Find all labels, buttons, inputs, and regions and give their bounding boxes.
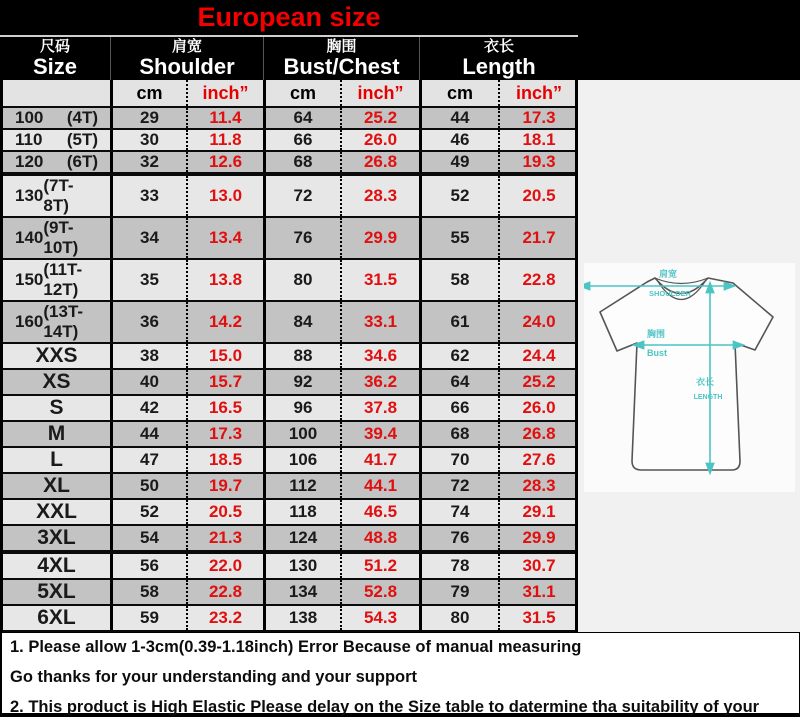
value-cell-cm: 74 <box>419 500 498 524</box>
size-table <box>0 80 578 632</box>
value-cell-cm: 80 <box>263 260 340 300</box>
value-cell-cm: 134 <box>263 580 340 604</box>
value-cell-inch: 37.8 <box>340 396 419 420</box>
length-label-en: LENGTH <box>693 394 723 401</box>
value-cell-inch: 24.4 <box>498 344 578 368</box>
value-cell-cm: 52 <box>419 176 498 216</box>
bust-label-zh: 胸围 <box>646 329 666 339</box>
table-row <box>3 176 575 218</box>
size-age-note: (5T) <box>66 130 98 149</box>
size-label: 150 <box>15 270 44 289</box>
value-cell-inch: 26.8 <box>498 422 578 446</box>
value-cell-inch: 28.3 <box>340 176 419 216</box>
size-cell <box>3 344 110 368</box>
table-row <box>3 130 575 152</box>
unit-header-length-cm: cm <box>419 80 498 106</box>
value-cell-cm: 96 <box>263 396 340 420</box>
table-header-row <box>0 35 578 80</box>
footer-notes <box>0 632 800 717</box>
value-cell-inch: 33.1 <box>340 302 419 342</box>
size-label: 6XL <box>37 606 76 629</box>
size-label: 110 <box>15 130 43 149</box>
value-cell-cm: 42 <box>110 396 186 420</box>
size-label: 4XL <box>37 554 76 577</box>
size-cell <box>3 580 110 604</box>
table-row <box>3 344 575 370</box>
value-cell-inch: 23.2 <box>186 606 263 630</box>
unit-header-shoulder-cm: cm <box>110 80 186 106</box>
value-cell-inch: 22.8 <box>186 580 263 604</box>
value-cell-inch: 16.5 <box>186 396 263 420</box>
value-cell-inch: 34.6 <box>340 344 419 368</box>
tshirt-diagram <box>584 263 795 492</box>
value-cell-cm: 124 <box>263 526 340 550</box>
size-cell <box>3 554 110 578</box>
title-row <box>0 0 578 35</box>
value-cell-cm: 29 <box>110 108 186 128</box>
size-label: L <box>50 448 63 471</box>
size-cell <box>3 606 110 630</box>
value-cell-cm: 61 <box>419 302 498 342</box>
size-cell <box>3 500 110 524</box>
value-cell-cm: 40 <box>110 370 186 394</box>
value-cell-cm: 44 <box>110 422 186 446</box>
value-cell-cm: 64 <box>263 108 340 128</box>
value-cell-cm: 36 <box>110 302 186 342</box>
value-cell-cm: 76 <box>263 218 340 258</box>
size-age-note: (7T-8T) <box>43 176 74 215</box>
table-body <box>3 108 575 632</box>
value-cell-inch: 31.5 <box>498 606 578 630</box>
column-header-size <box>0 37 110 80</box>
table-row <box>3 606 575 632</box>
size-age-note: (11T-12T) <box>43 260 83 299</box>
value-cell-inch: 41.7 <box>340 448 419 472</box>
value-cell-inch: 22.8 <box>498 260 578 300</box>
value-cell-inch: 14.2 <box>186 302 263 342</box>
size-label: 120 <box>15 152 44 171</box>
size-cell <box>3 260 110 300</box>
shoulder-label-en: SHOULDER <box>648 289 692 298</box>
value-cell-cm: 112 <box>263 474 340 498</box>
column-header-bust-en: Bust/Chest <box>283 53 400 79</box>
column-header-length <box>419 37 578 80</box>
value-cell-inch: 12.6 <box>186 152 263 172</box>
value-cell-inch: 17.3 <box>498 108 578 128</box>
shoulder-label-zh: 肩宽 <box>658 269 678 279</box>
column-header-bust <box>263 37 419 80</box>
value-cell-cm: 59 <box>110 606 186 630</box>
size-cell <box>3 448 110 472</box>
value-cell-inch: 19.7 <box>186 474 263 498</box>
value-cell-cm: 79 <box>419 580 498 604</box>
value-cell-cm: 70 <box>419 448 498 472</box>
value-cell-inch: 27.6 <box>498 448 578 472</box>
value-cell-inch: 20.5 <box>498 176 578 216</box>
size-age-note: (13T-14T) <box>43 302 84 341</box>
unit-header-bust-inch: inch” <box>340 80 419 106</box>
page-title: European size <box>197 2 381 32</box>
value-cell-cm: 35 <box>110 260 186 300</box>
value-cell-cm: 68 <box>263 152 340 172</box>
size-cell <box>3 396 110 420</box>
size-label: 140 <box>15 228 44 247</box>
value-cell-cm: 47 <box>110 448 186 472</box>
value-cell-cm: 56 <box>110 554 186 578</box>
value-cell-inch: 30.7 <box>498 554 578 578</box>
table-row <box>3 218 575 260</box>
table-row <box>3 448 575 474</box>
size-cell <box>3 474 110 498</box>
value-cell-cm: 88 <box>263 344 340 368</box>
value-cell-inch: 26.8 <box>340 152 419 172</box>
value-cell-inch: 13.8 <box>186 260 263 300</box>
table-row <box>3 554 575 580</box>
value-cell-inch: 36.2 <box>340 370 419 394</box>
value-cell-inch: 13.4 <box>186 218 263 258</box>
value-cell-inch: 13.0 <box>186 176 263 216</box>
value-cell-inch: 26.0 <box>340 130 419 150</box>
value-cell-inch: 31.1 <box>498 580 578 604</box>
value-cell-inch: 46.5 <box>340 500 419 524</box>
value-cell-inch: 15.0 <box>186 344 263 368</box>
table-row <box>3 152 575 176</box>
size-label: 3XL <box>37 526 76 549</box>
value-cell-cm: 55 <box>419 218 498 258</box>
value-cell-inch: 21.7 <box>498 218 578 258</box>
column-header-size-zh: 尺码 <box>39 38 70 56</box>
value-cell-inch: 51.2 <box>340 554 419 578</box>
unit-header-blank <box>3 80 110 106</box>
value-cell-cm: 58 <box>110 580 186 604</box>
value-cell-cm: 50 <box>110 474 186 498</box>
table-row <box>3 396 575 422</box>
value-cell-cm: 76 <box>419 526 498 550</box>
table-row <box>3 370 575 396</box>
side-panel <box>578 80 800 632</box>
value-cell-cm: 100 <box>263 422 340 446</box>
size-cell <box>3 176 110 216</box>
value-cell-cm: 72 <box>263 176 340 216</box>
value-cell-inch: 28.3 <box>498 474 578 498</box>
unit-header-shoulder-inch: inch” <box>186 80 263 106</box>
value-cell-cm: 92 <box>263 370 340 394</box>
value-cell-inch: 19.3 <box>498 152 578 172</box>
table-row <box>3 580 575 606</box>
size-label: XXS <box>35 344 78 367</box>
value-cell-cm: 64 <box>419 370 498 394</box>
note-line-1: 1. Please allow 1-3cm(0.39-1.18inch) Error Because of manual measuring <box>10 638 582 656</box>
value-cell-cm: 46 <box>419 130 498 150</box>
note-line-3: 2. This product is High Elastic Please delay on the Size table to datermine tha suitability of your <box>10 698 760 716</box>
table-row <box>3 260 575 302</box>
value-cell-cm: 66 <box>419 396 498 420</box>
value-cell-cm: 72 <box>419 474 498 498</box>
column-header-shoulder-en: Shoulder <box>139 53 235 79</box>
value-cell-inch: 29.9 <box>340 218 419 258</box>
size-cell <box>3 108 110 128</box>
value-cell-inch: 29.9 <box>498 526 578 550</box>
table-row <box>3 422 575 448</box>
value-cell-inch: 15.7 <box>186 370 263 394</box>
size-label: XS <box>42 370 71 393</box>
size-cell <box>3 152 110 172</box>
value-cell-inch: 24.0 <box>498 302 578 342</box>
note-line-2: Go thanks for your understanding and your support <box>10 668 418 686</box>
value-cell-inch: 20.5 <box>186 500 263 524</box>
size-cell <box>3 370 110 394</box>
value-cell-cm: 68 <box>419 422 498 446</box>
value-cell-inch: 39.4 <box>340 422 419 446</box>
table-row <box>3 108 575 130</box>
size-label: S <box>49 396 64 419</box>
unit-header-length-inch: inch” <box>498 80 578 106</box>
table-row <box>3 474 575 500</box>
size-label: XL <box>43 474 70 497</box>
value-cell-inch: 44.1 <box>340 474 419 498</box>
tshirt-illustration <box>584 263 795 492</box>
column-header-bust-zh: 胸围 <box>326 38 357 56</box>
value-cell-cm: 106 <box>263 448 340 472</box>
size-cell <box>3 302 110 342</box>
value-cell-inch: 25.2 <box>340 108 419 128</box>
value-cell-inch: 11.4 <box>186 108 263 128</box>
value-cell-inch: 31.5 <box>340 260 419 300</box>
value-cell-cm: 58 <box>419 260 498 300</box>
bust-label-en: Bust <box>647 348 667 358</box>
size-cell <box>3 526 110 550</box>
size-label: 5XL <box>37 580 76 603</box>
table-row <box>3 302 575 344</box>
value-cell-inch: 54.3 <box>340 606 419 630</box>
column-header-shoulder-zh: 肩宽 <box>171 38 202 56</box>
size-age-note: (6T) <box>66 152 98 171</box>
value-cell-inch: 18.5 <box>186 448 263 472</box>
size-label: 130 <box>15 186 44 205</box>
column-header-length-zh: 衣长 <box>483 38 514 56</box>
size-label: M <box>47 422 66 445</box>
value-cell-cm: 66 <box>263 130 340 150</box>
header-band <box>0 0 800 80</box>
unit-header-row <box>3 80 575 108</box>
value-cell-inch: 29.1 <box>498 500 578 524</box>
column-header-size-en: Size <box>32 53 78 79</box>
value-cell-cm: 118 <box>263 500 340 524</box>
value-cell-cm: 38 <box>110 344 186 368</box>
value-cell-cm: 84 <box>263 302 340 342</box>
column-header-shoulder <box>110 37 263 80</box>
value-cell-cm: 33 <box>110 176 186 216</box>
size-cell <box>3 130 110 150</box>
value-cell-inch: 21.3 <box>186 526 263 550</box>
size-label: XXL <box>36 500 77 523</box>
unit-header-bust-cm: cm <box>263 80 340 106</box>
value-cell-cm: 52 <box>110 500 186 524</box>
column-header-length-en: Length <box>462 53 536 79</box>
value-cell-cm: 34 <box>110 218 186 258</box>
value-cell-inch: 22.0 <box>186 554 263 578</box>
value-cell-cm: 54 <box>110 526 186 550</box>
value-cell-inch: 18.1 <box>498 130 578 150</box>
size-age-note: (4T) <box>66 108 98 127</box>
value-cell-cm: 32 <box>110 152 186 172</box>
size-label: 160 <box>15 312 44 331</box>
value-cell-cm: 80 <box>419 606 498 630</box>
value-cell-inch: 17.3 <box>186 422 263 446</box>
table-row <box>3 526 575 554</box>
length-label-zh: 衣长 <box>695 377 715 387</box>
value-cell-cm: 62 <box>419 344 498 368</box>
value-cell-cm: 78 <box>419 554 498 578</box>
value-cell-inch: 26.0 <box>498 396 578 420</box>
size-label: 100 <box>15 108 44 127</box>
value-cell-cm: 130 <box>263 554 340 578</box>
tshirt-outline <box>600 278 773 470</box>
value-cell-inch: 48.8 <box>340 526 419 550</box>
table-row <box>3 500 575 526</box>
size-age-note: (9T-10T) <box>43 218 79 257</box>
value-cell-cm: 138 <box>263 606 340 630</box>
value-cell-inch: 25.2 <box>498 370 578 394</box>
value-cell-cm: 30 <box>110 130 186 150</box>
value-cell-cm: 49 <box>419 152 498 172</box>
value-cell-inch: 11.8 <box>186 130 263 150</box>
size-cell <box>3 218 110 258</box>
value-cell-inch: 52.8 <box>340 580 419 604</box>
value-cell-cm: 44 <box>419 108 498 128</box>
size-cell <box>3 422 110 446</box>
